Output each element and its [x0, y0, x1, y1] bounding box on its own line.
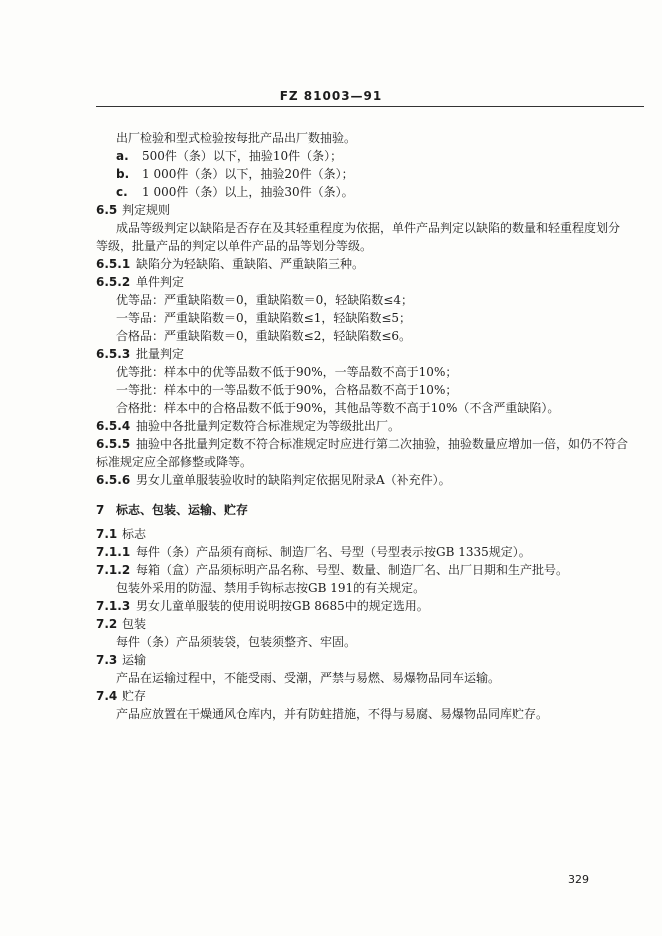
text-line	[116, 634, 356, 650]
clause-line	[96, 418, 400, 434]
clause-line	[96, 202, 170, 218]
clause-text: 男女儿童单服装验收时的缺陷判定依据见附录A（补充件）。	[136, 473, 451, 487]
text-line	[116, 382, 457, 398]
text-line	[116, 706, 548, 722]
clause-line	[96, 652, 146, 668]
page-number: 329	[568, 873, 589, 886]
clause-number: 6.5.3	[96, 347, 131, 361]
clause-text: 缺陷分为轻缺陷、重缺陷、严重缺陷三种。	[136, 257, 365, 271]
clause-number: c.	[116, 185, 128, 199]
clause-number: 7	[96, 503, 105, 517]
text-line	[116, 670, 500, 686]
clause-text: 标准规定应全部修整或降等。	[96, 455, 253, 469]
clause-text: 产品在运输过程中，不能受雨、受潮，严禁与易燃、易爆物品同车运输。	[116, 671, 501, 685]
clause-text: 1 000件（条）以上，抽验30件（条）。	[142, 185, 354, 199]
text-line	[96, 454, 252, 470]
clause-number: 7.1.2	[96, 563, 131, 577]
clause-number: 6.5	[96, 203, 118, 217]
clause-line	[96, 562, 568, 578]
clause-text: 优等品：严重缺陷数＝0，重缺陷数＝0，轻缺陷数≤4；	[116, 293, 413, 307]
clause-text: 抽验中各批量判定数符合标准规定为等级批出厂。	[136, 419, 401, 433]
clause-line	[116, 166, 354, 182]
standard-code-header: FZ 81003—91	[279, 89, 383, 103]
clause-number: 6.5.6	[96, 473, 131, 487]
text-line	[96, 238, 372, 254]
text-line	[116, 292, 413, 308]
clause-number: 7.1.3	[96, 599, 131, 613]
clause-text: 男女儿童单服装的使用说明按GB 8685中的规定选用。	[136, 599, 429, 613]
clause-line	[116, 148, 342, 164]
clause-text: 成品等级判定以缺陷是否存在及其轻重程度为依据，单件产品判定以缺陷的数量和轻重程度划分	[116, 221, 621, 235]
clause-line	[96, 256, 364, 272]
clause-text: 每箱（盒）产品须标明产品名称、号型、数量、制造厂名、出厂日期和生产批号。	[136, 563, 569, 577]
clause-number: b.	[116, 167, 130, 181]
clause-number: 7.4	[96, 689, 118, 703]
clause-text: 合格批：样本中的合格品数不低于90%，其他品等数不高于10%（不含严重缺陷）。	[116, 401, 560, 415]
clause-number: 7.2	[96, 617, 118, 631]
clause-text: 判定规则	[122, 203, 171, 217]
clause-number: 6.5.1	[96, 257, 131, 271]
clause-text: 运输	[122, 653, 147, 667]
clause-line	[116, 184, 354, 200]
header-rule	[96, 106, 644, 107]
text-line	[116, 364, 457, 380]
text-line	[116, 220, 620, 236]
clause-text: 1 000件（条）以下，抽验20件（条）；	[142, 167, 354, 181]
clause-line	[96, 616, 146, 632]
clause-text: 每件（条）产品须装袋，包装须整齐、牢固。	[116, 635, 357, 649]
clause-number: 7.3	[96, 653, 118, 667]
clause-text: 抽验中各批量判定数不符合标准规定时应进行第二次抽验，抽验数量应增加一倍，如仍不符合	[136, 437, 629, 451]
text-line	[116, 328, 411, 344]
clause-number: a.	[116, 149, 129, 163]
clause-line	[96, 688, 146, 704]
text-line	[116, 130, 356, 146]
clause-text: 包装	[122, 617, 147, 631]
clause-text: 一等批：样本中的一等品数不低于90%，合格品数不高于10%；	[116, 383, 458, 397]
clause-line	[96, 436, 628, 452]
clause-text: 500件（条）以下，抽验10件（条）；	[142, 149, 343, 163]
clause-line	[96, 526, 146, 542]
clause-number: 6.5.2	[96, 275, 131, 289]
clause-number: 6.5.5	[96, 437, 131, 451]
clause-line	[96, 502, 248, 518]
clause-line	[96, 472, 451, 488]
clause-line	[96, 274, 184, 290]
clause-line	[96, 346, 184, 362]
text-line	[116, 310, 411, 326]
clause-text: 合格品：严重缺陷数＝0，重缺陷数≤2，轻缺陷数≤6。	[116, 329, 412, 343]
clause-text: 单件判定	[136, 275, 185, 289]
clause-text: 优等批：样本中的优等品数不低于90%，一等品数不高于10%；	[116, 365, 458, 379]
clause-line	[96, 544, 531, 560]
clause-text: 批量判定	[136, 347, 185, 361]
clause-text: 标志、包装、运输、贮存	[116, 503, 249, 517]
clause-text: 一等品：严重缺陷数＝0，重缺陷数≤1，轻缺陷数≤5；	[116, 311, 412, 325]
clause-text: 等级，批量产品的判定以单件产品的品等划分等级。	[96, 239, 373, 253]
text-line	[116, 400, 559, 416]
clause-text: 贮存	[122, 689, 147, 703]
clause-line	[96, 598, 429, 614]
clause-text: 产品应放置在干燥通风仓库内，并有防蛀措施，不得与易腐、易爆物品同库贮存。	[116, 707, 549, 721]
clause-text: 出厂检验和型式检验按每批产品出厂数抽验。	[116, 131, 357, 145]
clause-number: 6.5.4	[96, 419, 131, 433]
clause-text: 每件（条）产品须有商标、制造厂名、号型（号型表示按GB 1335规定）。	[136, 545, 531, 559]
clause-number: 7.1	[96, 527, 118, 541]
clause-text: 包装外采用的防湿、禁用手钩标志按GB 191的有关规定。	[116, 581, 426, 595]
clause-text: 标志	[122, 527, 147, 541]
clause-number: 7.1.1	[96, 545, 131, 559]
text-line	[116, 580, 425, 596]
